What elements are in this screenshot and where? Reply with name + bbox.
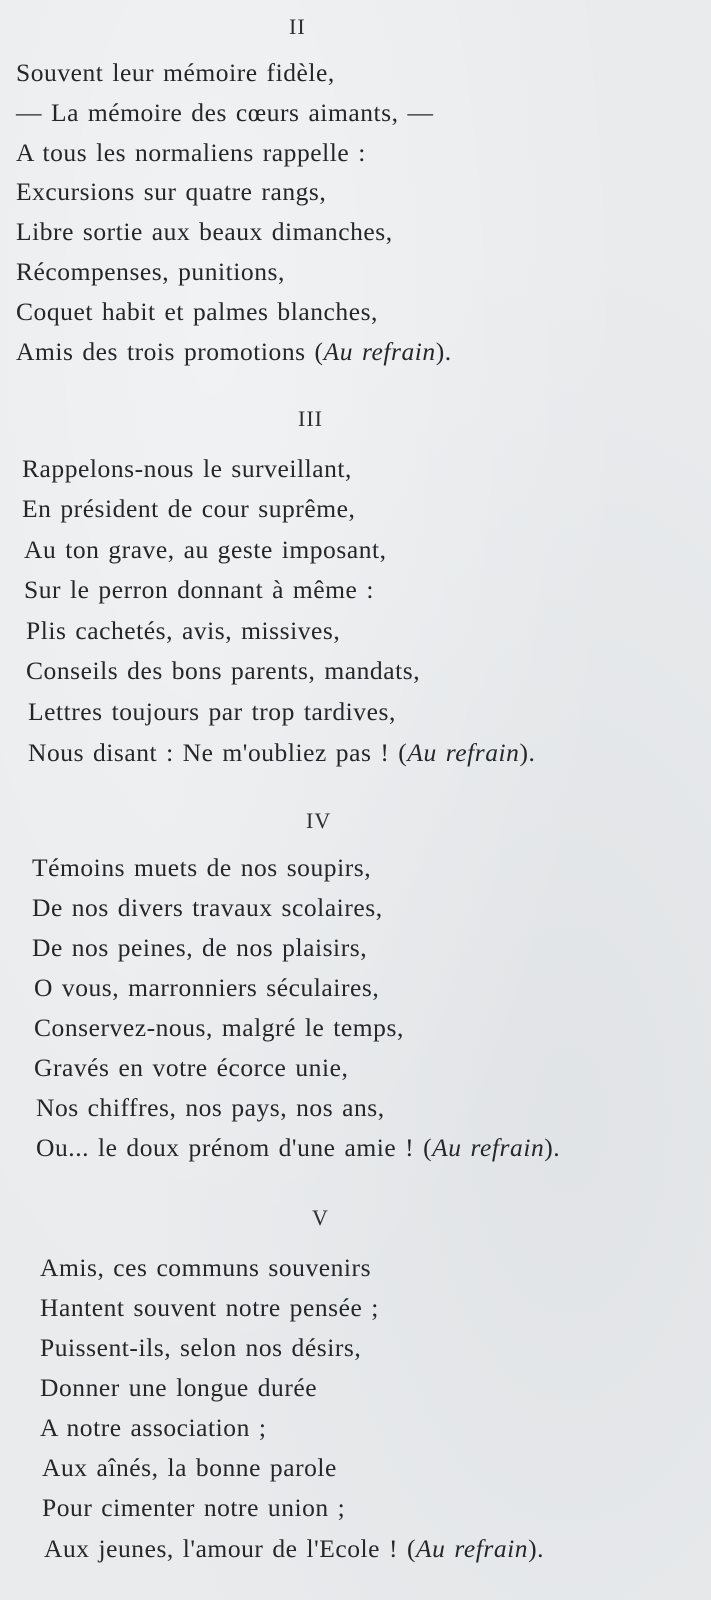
verse-line: Rappelons-nous le surveillant, — [22, 454, 352, 483]
verse-line: A notre association ; — [40, 1413, 267, 1442]
verse-line: Excursions sur quatre rangs, — [16, 177, 327, 206]
stanza-numeral: III — [298, 406, 323, 431]
verse-line: Souvent leur mémoire fidèle, — [16, 58, 335, 87]
verse-line: Gravés en votre écorce unie, — [34, 1053, 349, 1082]
verse-line: Plis cachetés, avis, missives, — [26, 616, 341, 645]
refrain-marker: Au refrain — [432, 1133, 545, 1162]
line-text: Aux jeunes, l'amour de l'Ecole ! ( — [44, 1534, 416, 1563]
line-tail: ). — [519, 738, 536, 767]
verse-line-refrain — [44, 1534, 544, 1564]
verse-line: Témoins muets de nos soupirs, — [32, 853, 372, 882]
verse-line: Hantent souvent notre pensée ; — [40, 1293, 379, 1322]
stanza-numeral: II — [289, 14, 306, 39]
verse-line-refrain — [16, 337, 452, 367]
verse-line-refrain — [28, 738, 535, 768]
verse-line: Conservez-nous, malgré le temps, — [34, 1013, 404, 1042]
verse-line: De nos divers travaux scolaires, — [32, 893, 383, 922]
verse-line: Amis, ces communs souvenirs — [40, 1253, 372, 1282]
line-text: Ou... le doux prénom d'une amie ! ( — [36, 1133, 433, 1162]
refrain-marker: Au refrain — [323, 337, 436, 366]
verse-line: Au ton grave, au geste imposant, — [24, 535, 387, 564]
verse-line: O vous, marronniers séculaires, — [34, 973, 380, 1002]
verse-line: En président de cour suprême, — [22, 494, 356, 523]
line-tail: ). — [544, 1133, 561, 1162]
verse-line: Aux aînés, la bonne parole — [42, 1453, 337, 1482]
verse-line: — La mémoire des cœurs aimants, — — [16, 98, 434, 127]
line-tail: ). — [528, 1534, 545, 1563]
verse-line: De nos peines, de nos plaisirs, — [32, 933, 368, 962]
verse-line-refrain — [36, 1133, 560, 1163]
verse-line: A tous les normaliens rappelle : — [16, 138, 366, 167]
verse-line: Donner une longue durée — [40, 1373, 318, 1402]
verse-line: Sur le perron donnant à même : — [24, 575, 374, 604]
verse-line: Pour cimenter notre union ; — [42, 1493, 346, 1522]
line-text: Nous disant : Ne m'oubliez pas ! ( — [28, 738, 408, 767]
refrain-marker: Au refrain — [407, 738, 520, 767]
verse-line: Nos chiffres, nos pays, nos ans, — [36, 1093, 385, 1122]
verse-line: Libre sortie aux beaux dimanches, — [16, 217, 393, 246]
line-tail: ). — [435, 337, 452, 366]
verse-line: Récompenses, punitions, — [16, 257, 285, 286]
verse-line: Lettres toujours par trop tardives, — [28, 697, 396, 726]
verse-line: Conseils des bons parents, mandats, — [26, 656, 421, 685]
refrain-marker: Au refrain — [416, 1534, 529, 1563]
stanza-numeral: IV — [306, 808, 332, 833]
verse-line: Puissent-ils, selon nos désirs, — [40, 1333, 362, 1362]
stanza-numeral: V — [312, 1205, 329, 1230]
line-text: Amis des trois promotions ( — [16, 337, 324, 366]
verse-line: Coquet habit et palmes blanches, — [16, 297, 378, 326]
